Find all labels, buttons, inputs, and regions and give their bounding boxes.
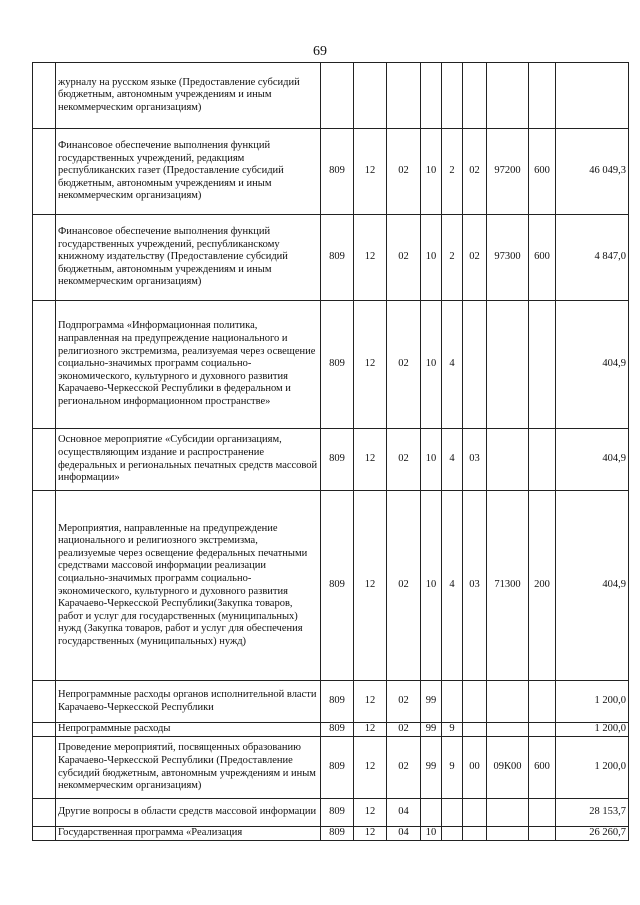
section-cell: 12 bbox=[354, 129, 387, 215]
direction-cell bbox=[487, 63, 529, 129]
expense-type-cell bbox=[529, 723, 556, 737]
amount-cell: 1 200,0 bbox=[556, 737, 629, 799]
index-cell bbox=[33, 301, 56, 429]
index-cell bbox=[33, 63, 56, 129]
grbs-cell: 809 bbox=[321, 491, 354, 681]
program-cell bbox=[421, 63, 442, 129]
table-row bbox=[33, 491, 629, 681]
grbs-cell: 809 bbox=[321, 129, 354, 215]
grbs-cell: 809 bbox=[321, 799, 354, 827]
grbs-cell: 809 bbox=[321, 429, 354, 491]
amount-cell: 1 200,0 bbox=[556, 723, 629, 737]
subprogram-cell: 4 bbox=[442, 491, 463, 681]
direction-cell bbox=[487, 799, 529, 827]
table-body bbox=[33, 63, 629, 841]
index-cell bbox=[33, 215, 56, 301]
expense-type-cell bbox=[529, 681, 556, 723]
expense-type-cell: 600 bbox=[529, 215, 556, 301]
description-cell: Подпрограмма «Информационная политика, направленная на предупреждение национального и религиозного экстремизма, реализуемая через освещение социально-значимых программ социально-экономического, культурного и духовного развития Карачаево-Черкесской Республики в федеральном и региональном информационном пространстве» bbox=[56, 301, 321, 429]
section-cell: 12 bbox=[354, 799, 387, 827]
subsection-cell bbox=[387, 63, 421, 129]
expense-type-cell bbox=[529, 429, 556, 491]
event-cell bbox=[463, 799, 487, 827]
description-cell: Непрограммные расходы bbox=[56, 723, 321, 737]
grbs-cell: 809 bbox=[321, 827, 354, 841]
index-cell bbox=[33, 723, 56, 737]
event-cell bbox=[463, 63, 487, 129]
program-cell: 10 bbox=[421, 827, 442, 841]
section-cell: 12 bbox=[354, 681, 387, 723]
program-cell: 10 bbox=[421, 301, 442, 429]
description-cell: Проведение мероприятий, посвященных образованию Карачаево-Черкесской Республики (Предоставление субсидий бюджетным, автономным учреждениям и иным некоммерческим организациям) bbox=[56, 737, 321, 799]
amount-cell: 28 153,7 bbox=[556, 799, 629, 827]
subsection-cell: 02 bbox=[387, 681, 421, 723]
grbs-cell: 809 bbox=[321, 301, 354, 429]
section-cell bbox=[354, 63, 387, 129]
amount-cell: 1 200,0 bbox=[556, 681, 629, 723]
program-cell: 99 bbox=[421, 737, 442, 799]
table-row bbox=[33, 429, 629, 491]
amount-cell: 46 049,3 bbox=[556, 129, 629, 215]
description-cell: Основное мероприятие «Субсидии организациям, осуществляющим издание и распространение федеральных и региональных печатных средств массовой информации» bbox=[56, 429, 321, 491]
expense-type-cell bbox=[529, 63, 556, 129]
subsection-cell: 02 bbox=[387, 129, 421, 215]
direction-cell: 09К00 bbox=[487, 737, 529, 799]
subprogram-cell: 9 bbox=[442, 737, 463, 799]
table-row bbox=[33, 301, 629, 429]
direction-cell: 97200 bbox=[487, 129, 529, 215]
description-cell: Финансовое обеспечение выполнения функций государственных учреждений, республиканскому книжному издательству (Предоставление субсидий бюджетным, автономным учреждениям и иным некоммерческим организациям) bbox=[56, 215, 321, 301]
section-cell: 12 bbox=[354, 301, 387, 429]
event-cell: 00 bbox=[463, 737, 487, 799]
index-cell bbox=[33, 827, 56, 841]
index-cell bbox=[33, 737, 56, 799]
program-cell: 10 bbox=[421, 429, 442, 491]
event-cell bbox=[463, 301, 487, 429]
index-cell bbox=[33, 681, 56, 723]
event-cell: 03 bbox=[463, 429, 487, 491]
event-cell: 02 bbox=[463, 215, 487, 301]
section-cell: 12 bbox=[354, 491, 387, 681]
description-cell: Мероприятия, направленные на предупреждение национального и религиозного экстремизма, реализуемые через освещение федеральных печатными средствами массовой информации реализации социально-значимых программ социально-экономического, культурного и духовного развития Карачаево-Черкесской Республики(Закупка товаров, работ и услуг для государственных (муниципальных) нужд (Закупка товаров, работ и услуг для обеспечения государственных (муниципальных) нужд) bbox=[56, 491, 321, 681]
subprogram-cell: 9 bbox=[442, 723, 463, 737]
direction-cell bbox=[487, 681, 529, 723]
event-cell bbox=[463, 827, 487, 841]
section-cell: 12 bbox=[354, 827, 387, 841]
subsection-cell: 02 bbox=[387, 301, 421, 429]
amount-cell: 404,9 bbox=[556, 429, 629, 491]
section-cell: 12 bbox=[354, 737, 387, 799]
table-row bbox=[33, 799, 629, 827]
direction-cell bbox=[487, 827, 529, 841]
table-row bbox=[33, 63, 629, 129]
expense-type-cell: 600 bbox=[529, 129, 556, 215]
subprogram-cell bbox=[442, 827, 463, 841]
index-cell bbox=[33, 491, 56, 681]
direction-cell bbox=[487, 723, 529, 737]
subprogram-cell bbox=[442, 63, 463, 129]
description-cell: Другие вопросы в области средств массовой информации bbox=[56, 799, 321, 827]
program-cell: 99 bbox=[421, 723, 442, 737]
subsection-cell: 04 bbox=[387, 827, 421, 841]
description-cell: журналу на русском языке (Предоставление субсидий бюджетным, автономным учреждениям и иным некоммерческим организациям) bbox=[56, 63, 321, 129]
subsection-cell: 02 bbox=[387, 215, 421, 301]
subprogram-cell bbox=[442, 681, 463, 723]
table-row bbox=[33, 681, 629, 723]
program-cell: 10 bbox=[421, 491, 442, 681]
description-cell: Финансовое обеспечение выполнения функций государственных учреждений, редакциям республиканских газет (Предоставление субсидий бюджетным, автономным учреждениям и иным некоммерческим организациям) bbox=[56, 129, 321, 215]
grbs-cell: 809 bbox=[321, 681, 354, 723]
section-cell: 12 bbox=[354, 429, 387, 491]
subsection-cell: 02 bbox=[387, 723, 421, 737]
direction-cell: 71300 bbox=[487, 491, 529, 681]
subsection-cell: 02 bbox=[387, 737, 421, 799]
table-row bbox=[33, 827, 629, 841]
direction-cell bbox=[487, 429, 529, 491]
amount-cell: 4 847,0 bbox=[556, 215, 629, 301]
subprogram-cell: 2 bbox=[442, 129, 463, 215]
description-cell: Государственная программа «Реализация bbox=[56, 827, 321, 841]
budget-table bbox=[32, 62, 629, 841]
section-cell: 12 bbox=[354, 723, 387, 737]
program-cell: 10 bbox=[421, 215, 442, 301]
subprogram-cell: 4 bbox=[442, 301, 463, 429]
event-cell bbox=[463, 723, 487, 737]
direction-cell: 97300 bbox=[487, 215, 529, 301]
grbs-cell: 809 bbox=[321, 723, 354, 737]
program-cell: 10 bbox=[421, 129, 442, 215]
amount-cell bbox=[556, 63, 629, 129]
subprogram-cell: 2 bbox=[442, 215, 463, 301]
expense-type-cell: 200 bbox=[529, 491, 556, 681]
direction-cell bbox=[487, 301, 529, 429]
expense-type-cell bbox=[529, 301, 556, 429]
subsection-cell: 02 bbox=[387, 429, 421, 491]
program-cell: 99 bbox=[421, 681, 442, 723]
amount-cell: 26 260,7 bbox=[556, 827, 629, 841]
subprogram-cell: 4 bbox=[442, 429, 463, 491]
subsection-cell: 04 bbox=[387, 799, 421, 827]
subsection-cell: 02 bbox=[387, 491, 421, 681]
subprogram-cell bbox=[442, 799, 463, 827]
program-cell bbox=[421, 799, 442, 827]
event-cell bbox=[463, 681, 487, 723]
expense-type-cell bbox=[529, 827, 556, 841]
event-cell: 02 bbox=[463, 129, 487, 215]
expense-type-cell bbox=[529, 799, 556, 827]
table-row bbox=[33, 215, 629, 301]
grbs-cell bbox=[321, 63, 354, 129]
index-cell bbox=[33, 799, 56, 827]
expense-type-cell: 600 bbox=[529, 737, 556, 799]
page-number: 69 bbox=[313, 44, 327, 59]
index-cell bbox=[33, 429, 56, 491]
description-cell: Непрограммные расходы органов исполнительной власти Карачаево-Черкесской Республики bbox=[56, 681, 321, 723]
index-cell bbox=[33, 129, 56, 215]
table-row bbox=[33, 129, 629, 215]
section-cell: 12 bbox=[354, 215, 387, 301]
grbs-cell: 809 bbox=[321, 737, 354, 799]
event-cell: 03 bbox=[463, 491, 487, 681]
grbs-cell: 809 bbox=[321, 215, 354, 301]
table-row bbox=[33, 723, 629, 737]
amount-cell: 404,9 bbox=[556, 491, 629, 681]
amount-cell: 404,9 bbox=[556, 301, 629, 429]
table-row bbox=[33, 737, 629, 799]
